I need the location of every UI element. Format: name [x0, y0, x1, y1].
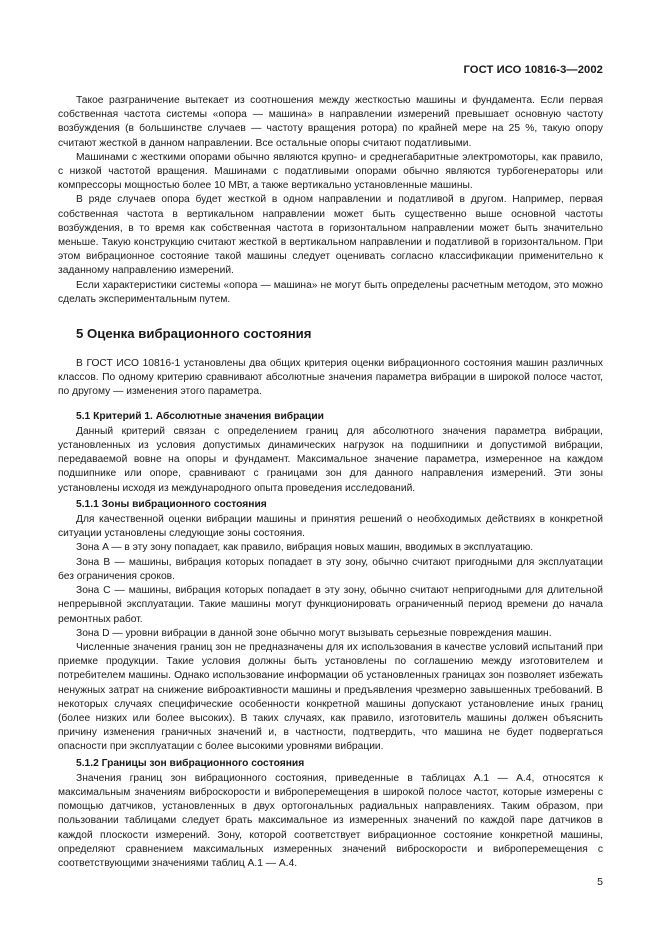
section-5-heading: 5 Оценка вибрационного состояния	[76, 326, 312, 342]
zone-c-text: Зона C — машины, вибрация которых попадает в эту зону, обычно считают непригодными для длительной непрерывной эксплуатации. Такие машины могут функционировать ограниченный период времени до начала ремонтных работ.	[58, 585, 603, 625]
zone-d-text: Зона D — уровни вибрации в данной зоне обычно могут вызывать серьезные повреждения машин.	[76, 627, 552, 639]
paragraph: Машинами с жесткими опорами обычно являются крупно- и среднегабаритные электромоторы, как правило, с низкой частотой вращения. Машинами с податливыми опорами обычно являются турбогенераторы или компрессоры мощностью более 10 МВт, а также вертикально установленные машины.	[58, 151, 603, 192]
paragraph: Для качественной оценки вибрации машины и принятия решений о необходимых действиях в конкретной ситуации установлены следующие зоны состояния.	[58, 514, 603, 540]
paragraph: Если характеристики системы «опора — машина» не могут быть определены расчетным методом, это можно сделать экспериментальным путем.	[58, 279, 603, 305]
paragraph: Такое разграничение вытекает из соотношения между жесткостью машины и фундамента. Если первая собственная частота системы «опора — машина» в направлении измерений превышает основную частоту возбуждения (в большинстве случаев — частоту вращения ротора) по крайней мере на 25 %, такую опору считают жесткой в данном направлении. Все остальные опоры считают податливыми.	[58, 95, 603, 149]
subsection-5-1-text: Данный критерий связан с определением границ для абсолютного значения параметра вибрации, установленных из условия допустимых динамических нагрузок на подшипники и допустимой вибрации, передаваемой вовне на опоры и фундамент. Максимальное значение параметра, измеренное на каждом подшипнике или опоре, сравнивают с границами зон для данного направления измерений. Эти зоны установлены исходя из международного опыта проведения исследований.	[58, 425, 603, 494]
page-number: 5	[597, 876, 603, 888]
subsection-5-1-1-heading: 5.1.1 Зоны вибрационного состояния	[76, 498, 267, 510]
zone-b-text: Зона B — машины, вибрация которых попадает в эту зону, обычно считают пригодными для эксплуатации без ограничения сроков.	[58, 556, 603, 582]
subsection-5-1-heading: 5.1 Критерий 1. Абсолютные значения вибрации	[76, 410, 324, 422]
paragraph: В ряде случаев опора будет жесткой в одном направлении и податливой в другом. Например, первая собственная частота в вертикальном направлении может быть существенно выше основной частоты возбуждения, в то время как собственная частота в горизонтальном направлении может быть значительно меньше. Такую конструкцию считают жесткой в вертикальном направлении и податливой в горизонтальном. При этом вибрационное состояние такой машины следует оценивать согласно классификации применительно к заданному направлению измерений.	[58, 194, 603, 277]
standard-code-header: ГОСТ ИСО 10816-3—2002	[463, 64, 603, 76]
body-text	[58, 94, 603, 871]
section-5-intro: В ГОСТ ИСО 10816-1 установлены два общих критерия оценки вибрационного состояния машин различных классов. По одному критерию сравнивают абсолютные значения параметра вибрации в широкой полосе частот, по другому — изменения этого параметра.	[58, 358, 603, 398]
paragraph: Численные значения границ зон не предназначены для их использования в качестве условий испытаний при приемке продукции. Такие условия должны быть установлены по соглашению между изготовителем и потребителем машины. Однако использование информации об установленных границах зон позволяет избежать ненужных затрат на снижение виброактивности машины и предъявления чрезмерно завышенных требований. В некоторых случаях специфические особенности конкретной машины допускают установление иных границ (более низких или более высоких). В таких случаях, как правило, изготовитель машины должен объяснить причину изменения граничных значений и, в частности, подтвердить, что машина не будет подвергаться опасности при эксплуатации с более высокими уровнями вибрации.	[58, 641, 603, 753]
subsection-5-1-2-text: Значения границ зон вибрационного состояния, приведенные в таблицах А.1 — А.4, относятся к максимальным значениям виброскорости и виброперемещения в широкой полосе частот, которые измерены с помощью датчиков, установленных в двух ортогональных радиальных направлениях. Таким образом, при пользовании таблицами следует брать максимальное из измеренных значений по каждой паре датчиков в каждой плоскости измерений. Зону, которой соответствует вибрационное состояние конкретной машины, определяют сравнением максимальных измеренных значений виброскорости и виброперемещения с соответствующими значениями таблиц А.1 — А.4.	[58, 772, 603, 869]
subsection-5-1-2-heading: 5.1.2 Границы зон вибрационного состояния	[76, 757, 305, 769]
zone-a-text: Зона A — в эту зону попадает, как правило, вибрация новых машин, вводимых в эксплуатацию.	[76, 542, 534, 554]
